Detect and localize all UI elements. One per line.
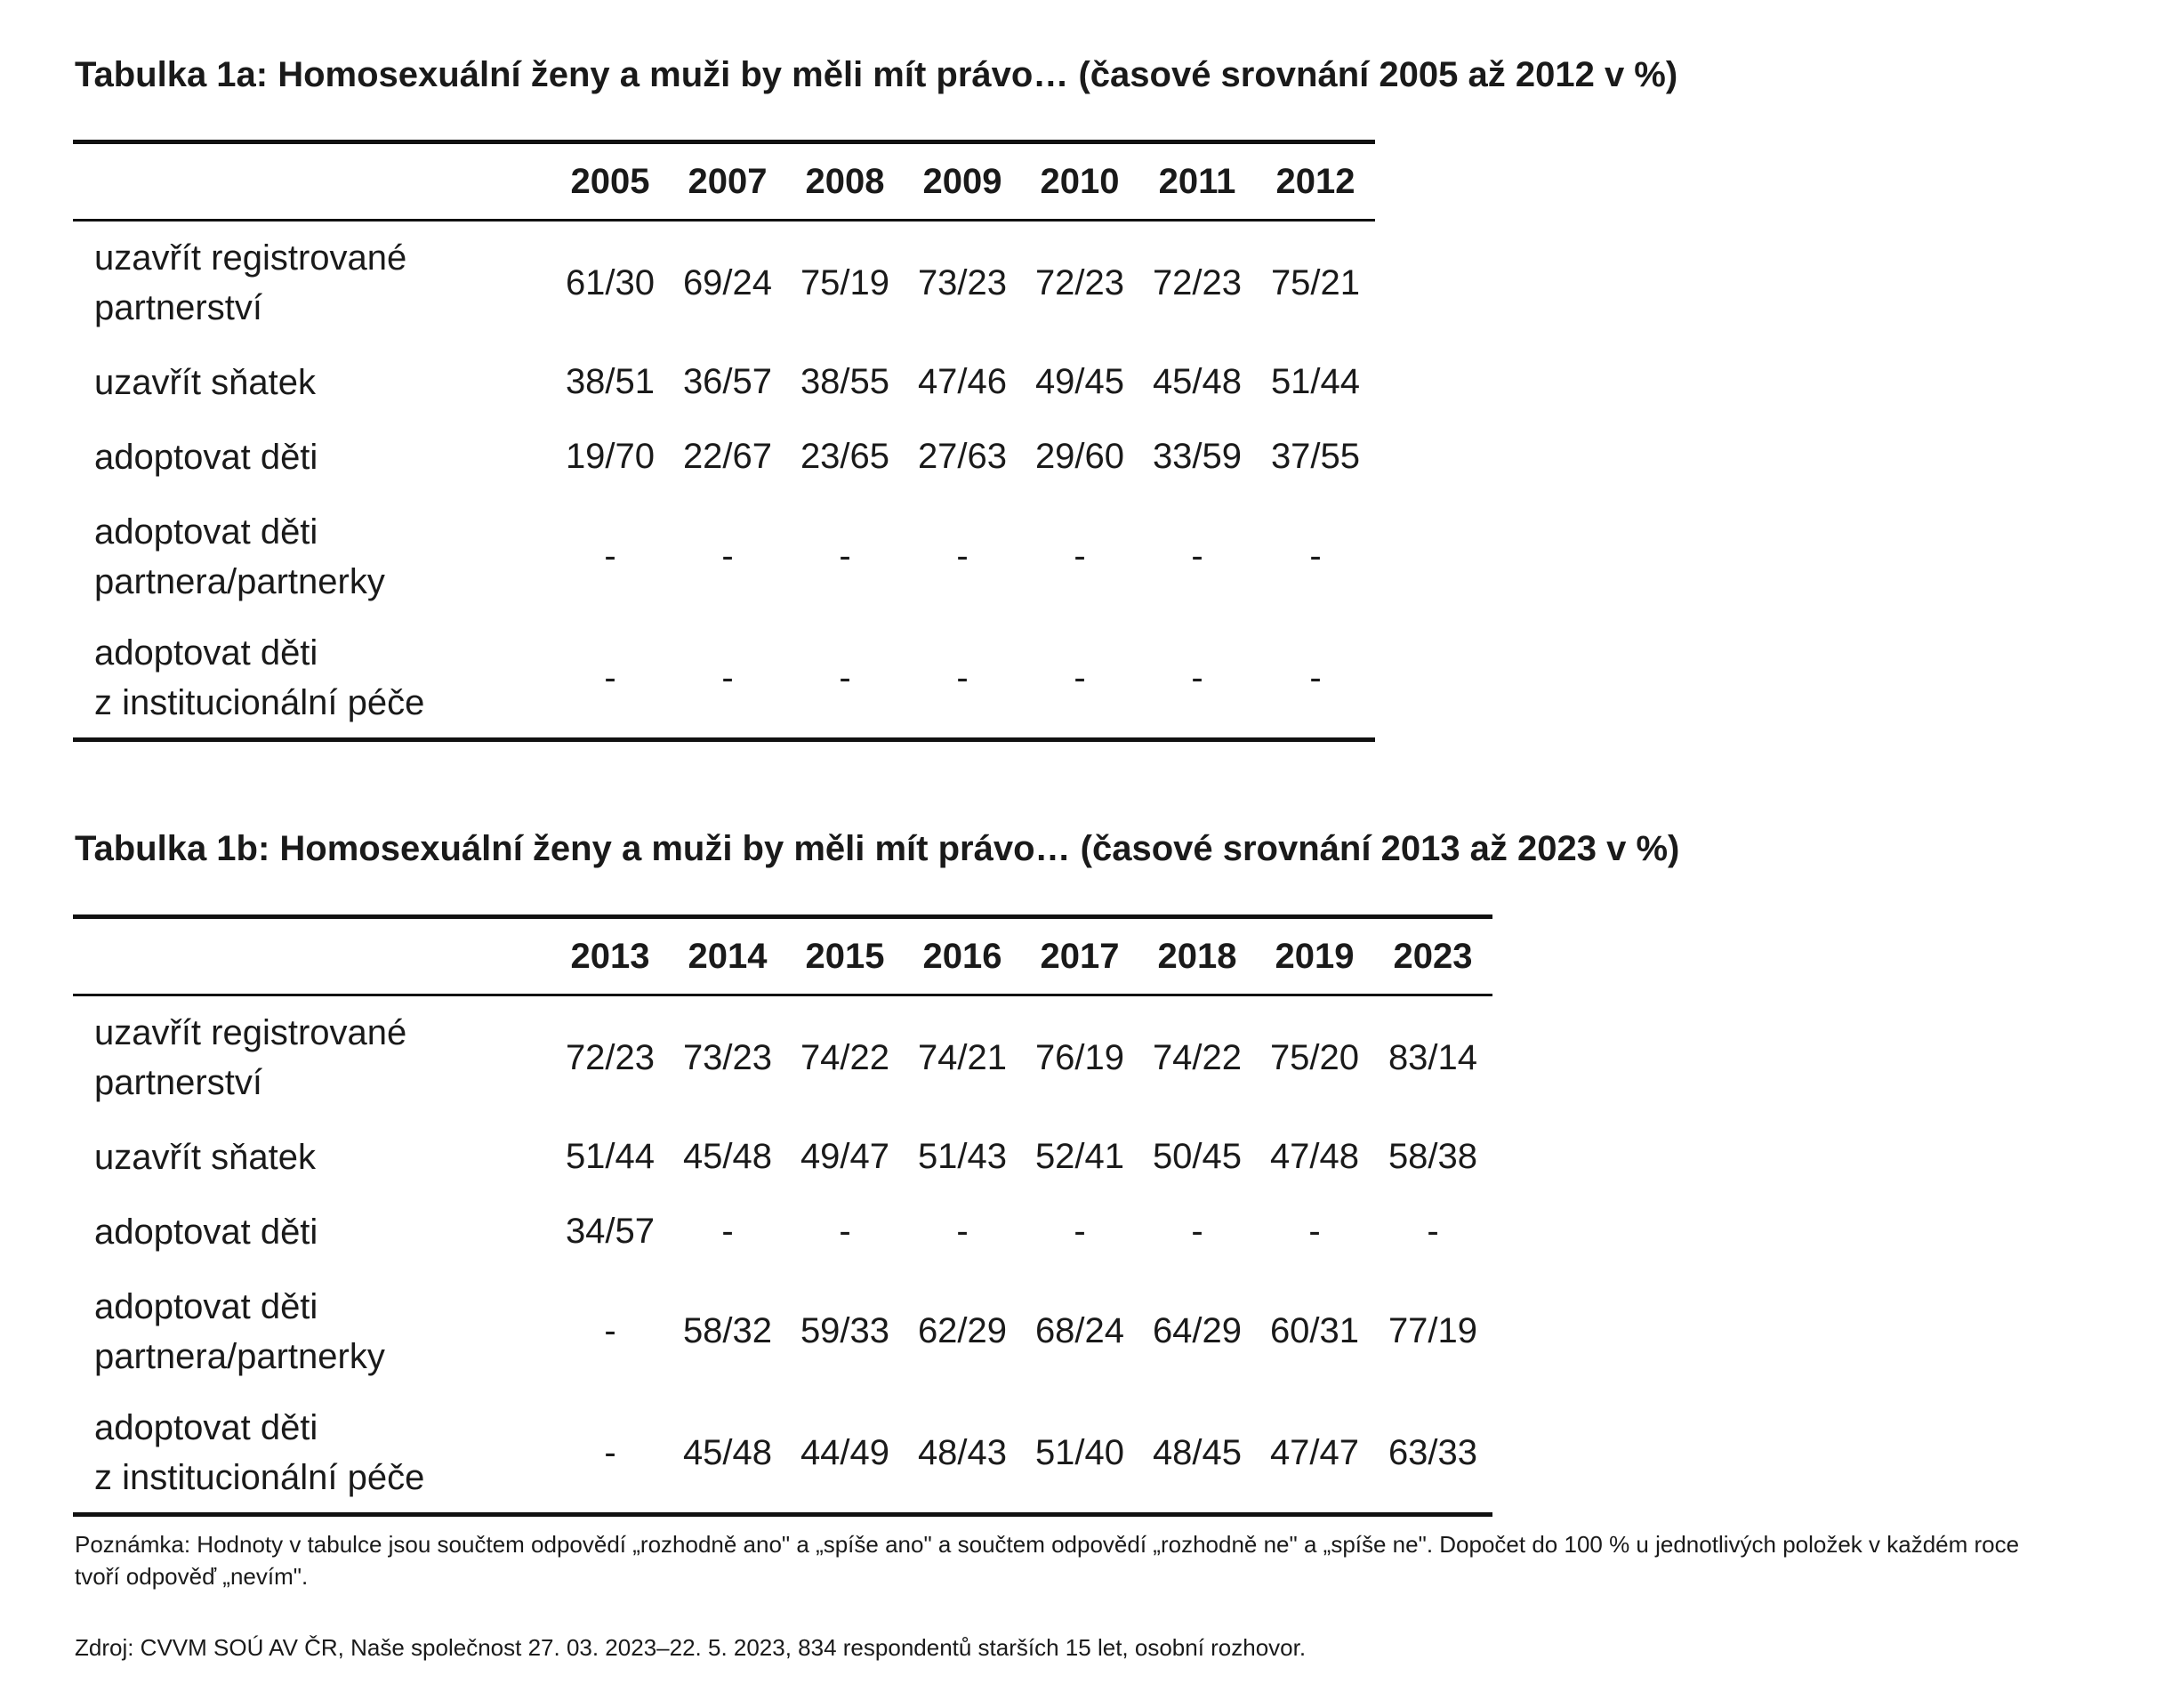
value-cell: 74/21 <box>917 1037 1008 1077</box>
value-cell: 74/22 <box>1152 1037 1243 1077</box>
row-label <box>73 420 551 495</box>
table-row <box>73 619 1375 740</box>
row-label <box>73 1269 551 1394</box>
row-label <box>73 1120 551 1195</box>
year-header: 2010 <box>1021 142 1138 221</box>
table-row <box>73 420 1375 495</box>
row-label-line: adoptovat děti <box>94 437 318 477</box>
table-1a-title: Tabulka 1a: Homosexuální ženy a muži by měli mít právo… (časové srovnání 2005 až 2012 v %) <box>75 55 1678 94</box>
value-cell: - <box>1308 1212 1321 1251</box>
value-cell: 51/40 <box>1034 1432 1125 1472</box>
table-row <box>73 1120 1492 1195</box>
year-header: 2008 <box>786 142 904 221</box>
year-header: 2016 <box>904 917 1021 995</box>
table-1a <box>73 140 1375 742</box>
year-header: 2014 <box>669 917 786 995</box>
value-cell: 69/24 <box>682 262 773 302</box>
value-cell: 62/29 <box>917 1311 1008 1350</box>
value-cell: - <box>1191 536 1203 576</box>
value-cell: - <box>1074 657 1086 697</box>
header-label-cell <box>73 142 551 221</box>
value-cell: 61/30 <box>565 262 656 302</box>
value-cell: 45/48 <box>682 1137 773 1176</box>
row-label-line: z institucionální péče <box>94 683 425 723</box>
value-cell: 60/31 <box>1269 1311 1360 1350</box>
value-cell: 75/19 <box>800 262 890 302</box>
table-row <box>73 1394 1492 1515</box>
value-cell: 76/19 <box>1034 1037 1125 1077</box>
table-header-row <box>73 142 1375 221</box>
value-cell: 23/65 <box>800 437 890 476</box>
value-cell: 72/23 <box>1152 262 1243 302</box>
value-cell: 44/49 <box>800 1432 890 1472</box>
value-cell: 36/57 <box>682 362 773 401</box>
table-header-row <box>73 917 1492 995</box>
year-header: 2018 <box>1138 917 1256 995</box>
value-cell: 22/67 <box>682 437 773 476</box>
value-cell: 83/14 <box>1388 1037 1478 1077</box>
value-cell: 48/45 <box>1152 1432 1243 1472</box>
row-label-line: uzavřít registrované <box>94 238 407 278</box>
row-label-line: partnerství <box>94 288 262 328</box>
row-label-line: uzavřít sňatek <box>94 362 317 402</box>
value-cell: - <box>721 657 734 697</box>
value-cell: 51/44 <box>1270 362 1361 401</box>
value-cell: 75/21 <box>1270 262 1361 302</box>
year-header: 2007 <box>669 142 786 221</box>
row-label-line: partnera/partnerky <box>94 1336 385 1376</box>
row-label <box>73 1394 551 1515</box>
row-label-line: partnerství <box>94 1063 262 1103</box>
table-row <box>73 1195 1492 1269</box>
row-label-line: uzavřít registrované <box>94 1013 407 1053</box>
year-header: 2015 <box>786 917 904 995</box>
value-cell: 59/33 <box>800 1311 890 1350</box>
value-cell: 38/51 <box>565 362 656 401</box>
row-label-line: adoptovat děti <box>94 1408 318 1448</box>
table-note: Poznámka: Hodnoty v tabulce jsou součtem odpovědí „rozhodně ano" a „spíše ano" a součtem odpovědí „rozhodně ne" a „spíše ne". Dopočet do 100 % u jednotlivých položek v každém roce tvoří odpověď „nevím". <box>75 1531 2020 1590</box>
value-cell: - <box>604 1311 616 1350</box>
year-header: 2013 <box>551 917 669 995</box>
source-note: Zdroj: CVVM SOÚ AV ČR, Naše společnost 27. 03. 2023–22. 5. 2023, 834 respondentů starších 15 let, osobní rozhovor. <box>75 1634 1307 1661</box>
value-cell: 77/19 <box>1388 1311 1478 1350</box>
value-cell: - <box>1309 536 1322 576</box>
value-cell: 38/55 <box>800 362 890 401</box>
value-cell: 73/23 <box>682 1037 773 1077</box>
header-label-cell <box>73 917 551 995</box>
table-row <box>73 221 1375 345</box>
value-cell: 27/63 <box>917 437 1008 476</box>
value-cell: - <box>1074 1212 1086 1251</box>
row-label <box>73 619 551 740</box>
value-cell: 74/22 <box>800 1037 890 1077</box>
value-cell: - <box>1309 657 1322 697</box>
value-cell: 51/43 <box>917 1137 1008 1176</box>
row-label-line: adoptovat děti <box>94 1286 318 1326</box>
value-cell: 49/47 <box>800 1137 890 1176</box>
row-label-line: adoptovat děti <box>94 633 318 673</box>
value-cell: 47/47 <box>1269 1432 1360 1472</box>
value-cell: 47/46 <box>917 362 1008 401</box>
value-cell: - <box>1191 1212 1203 1251</box>
row-label <box>73 1195 551 1269</box>
value-cell: - <box>1074 536 1086 576</box>
value-cell: - <box>604 657 616 697</box>
value-cell: 68/24 <box>1034 1311 1125 1350</box>
value-cell: 51/44 <box>565 1137 656 1176</box>
value-cell: 47/48 <box>1269 1137 1360 1176</box>
value-cell: 58/32 <box>682 1311 773 1350</box>
table-1b <box>73 914 1492 1517</box>
year-header: 2019 <box>1256 917 1373 995</box>
row-label-line: adoptovat děti <box>94 1212 318 1252</box>
value-cell: 73/23 <box>917 262 1008 302</box>
row-label-line: adoptovat děti <box>94 512 318 552</box>
table-row <box>73 345 1375 420</box>
row-label-line: uzavřít sňatek <box>94 1137 317 1177</box>
value-cell: - <box>839 1212 851 1251</box>
value-cell: 75/20 <box>1269 1037 1360 1077</box>
row-label-line: partnera/partnerky <box>94 561 385 601</box>
table-row <box>73 995 1492 1120</box>
year-header: 2011 <box>1138 142 1256 221</box>
row-label <box>73 995 551 1120</box>
value-cell: - <box>721 536 734 576</box>
year-header: 2017 <box>1021 917 1138 995</box>
year-header: 2012 <box>1256 142 1375 221</box>
table-row <box>73 1269 1492 1394</box>
value-cell: - <box>956 536 969 576</box>
value-cell: - <box>604 1432 616 1472</box>
value-cell: 72/23 <box>565 1037 656 1077</box>
table-1b-title: Tabulka 1b: Homosexuální ženy a muži by měli mít právo… (časové srovnání 2013 až 2023 v %) <box>75 829 1680 868</box>
value-cell: 58/38 <box>1388 1137 1478 1176</box>
value-cell: - <box>721 1212 734 1251</box>
value-cell: - <box>604 536 616 576</box>
row-label <box>73 221 551 345</box>
value-cell: 63/33 <box>1388 1432 1478 1472</box>
table-row <box>73 495 1375 619</box>
value-cell: 48/43 <box>917 1432 1008 1472</box>
row-label <box>73 345 551 420</box>
year-header: 2009 <box>904 142 1021 221</box>
value-cell: 33/59 <box>1152 437 1243 476</box>
year-header: 2023 <box>1373 917 1492 995</box>
value-cell: 19/70 <box>565 437 656 476</box>
row-label <box>73 495 551 619</box>
value-cell: - <box>839 536 851 576</box>
value-cell: 34/57 <box>565 1212 656 1251</box>
value-cell: - <box>956 657 969 697</box>
value-cell: - <box>956 1212 969 1251</box>
value-cell: 29/60 <box>1034 437 1125 476</box>
value-cell: 52/41 <box>1034 1137 1125 1176</box>
value-cell: 45/48 <box>682 1432 773 1472</box>
value-cell: 50/45 <box>1152 1137 1243 1176</box>
value-cell: - <box>839 657 851 697</box>
year-header: 2005 <box>551 142 669 221</box>
value-cell: 45/48 <box>1152 362 1243 401</box>
value-cell: 49/45 <box>1034 362 1125 401</box>
value-cell: 64/29 <box>1152 1311 1243 1350</box>
value-cell: 37/55 <box>1270 437 1361 476</box>
row-label-line: z institucionální péče <box>94 1458 425 1498</box>
value-cell: - <box>1427 1212 1439 1251</box>
value-cell: - <box>1191 657 1203 697</box>
value-cell: 72/23 <box>1034 262 1125 302</box>
